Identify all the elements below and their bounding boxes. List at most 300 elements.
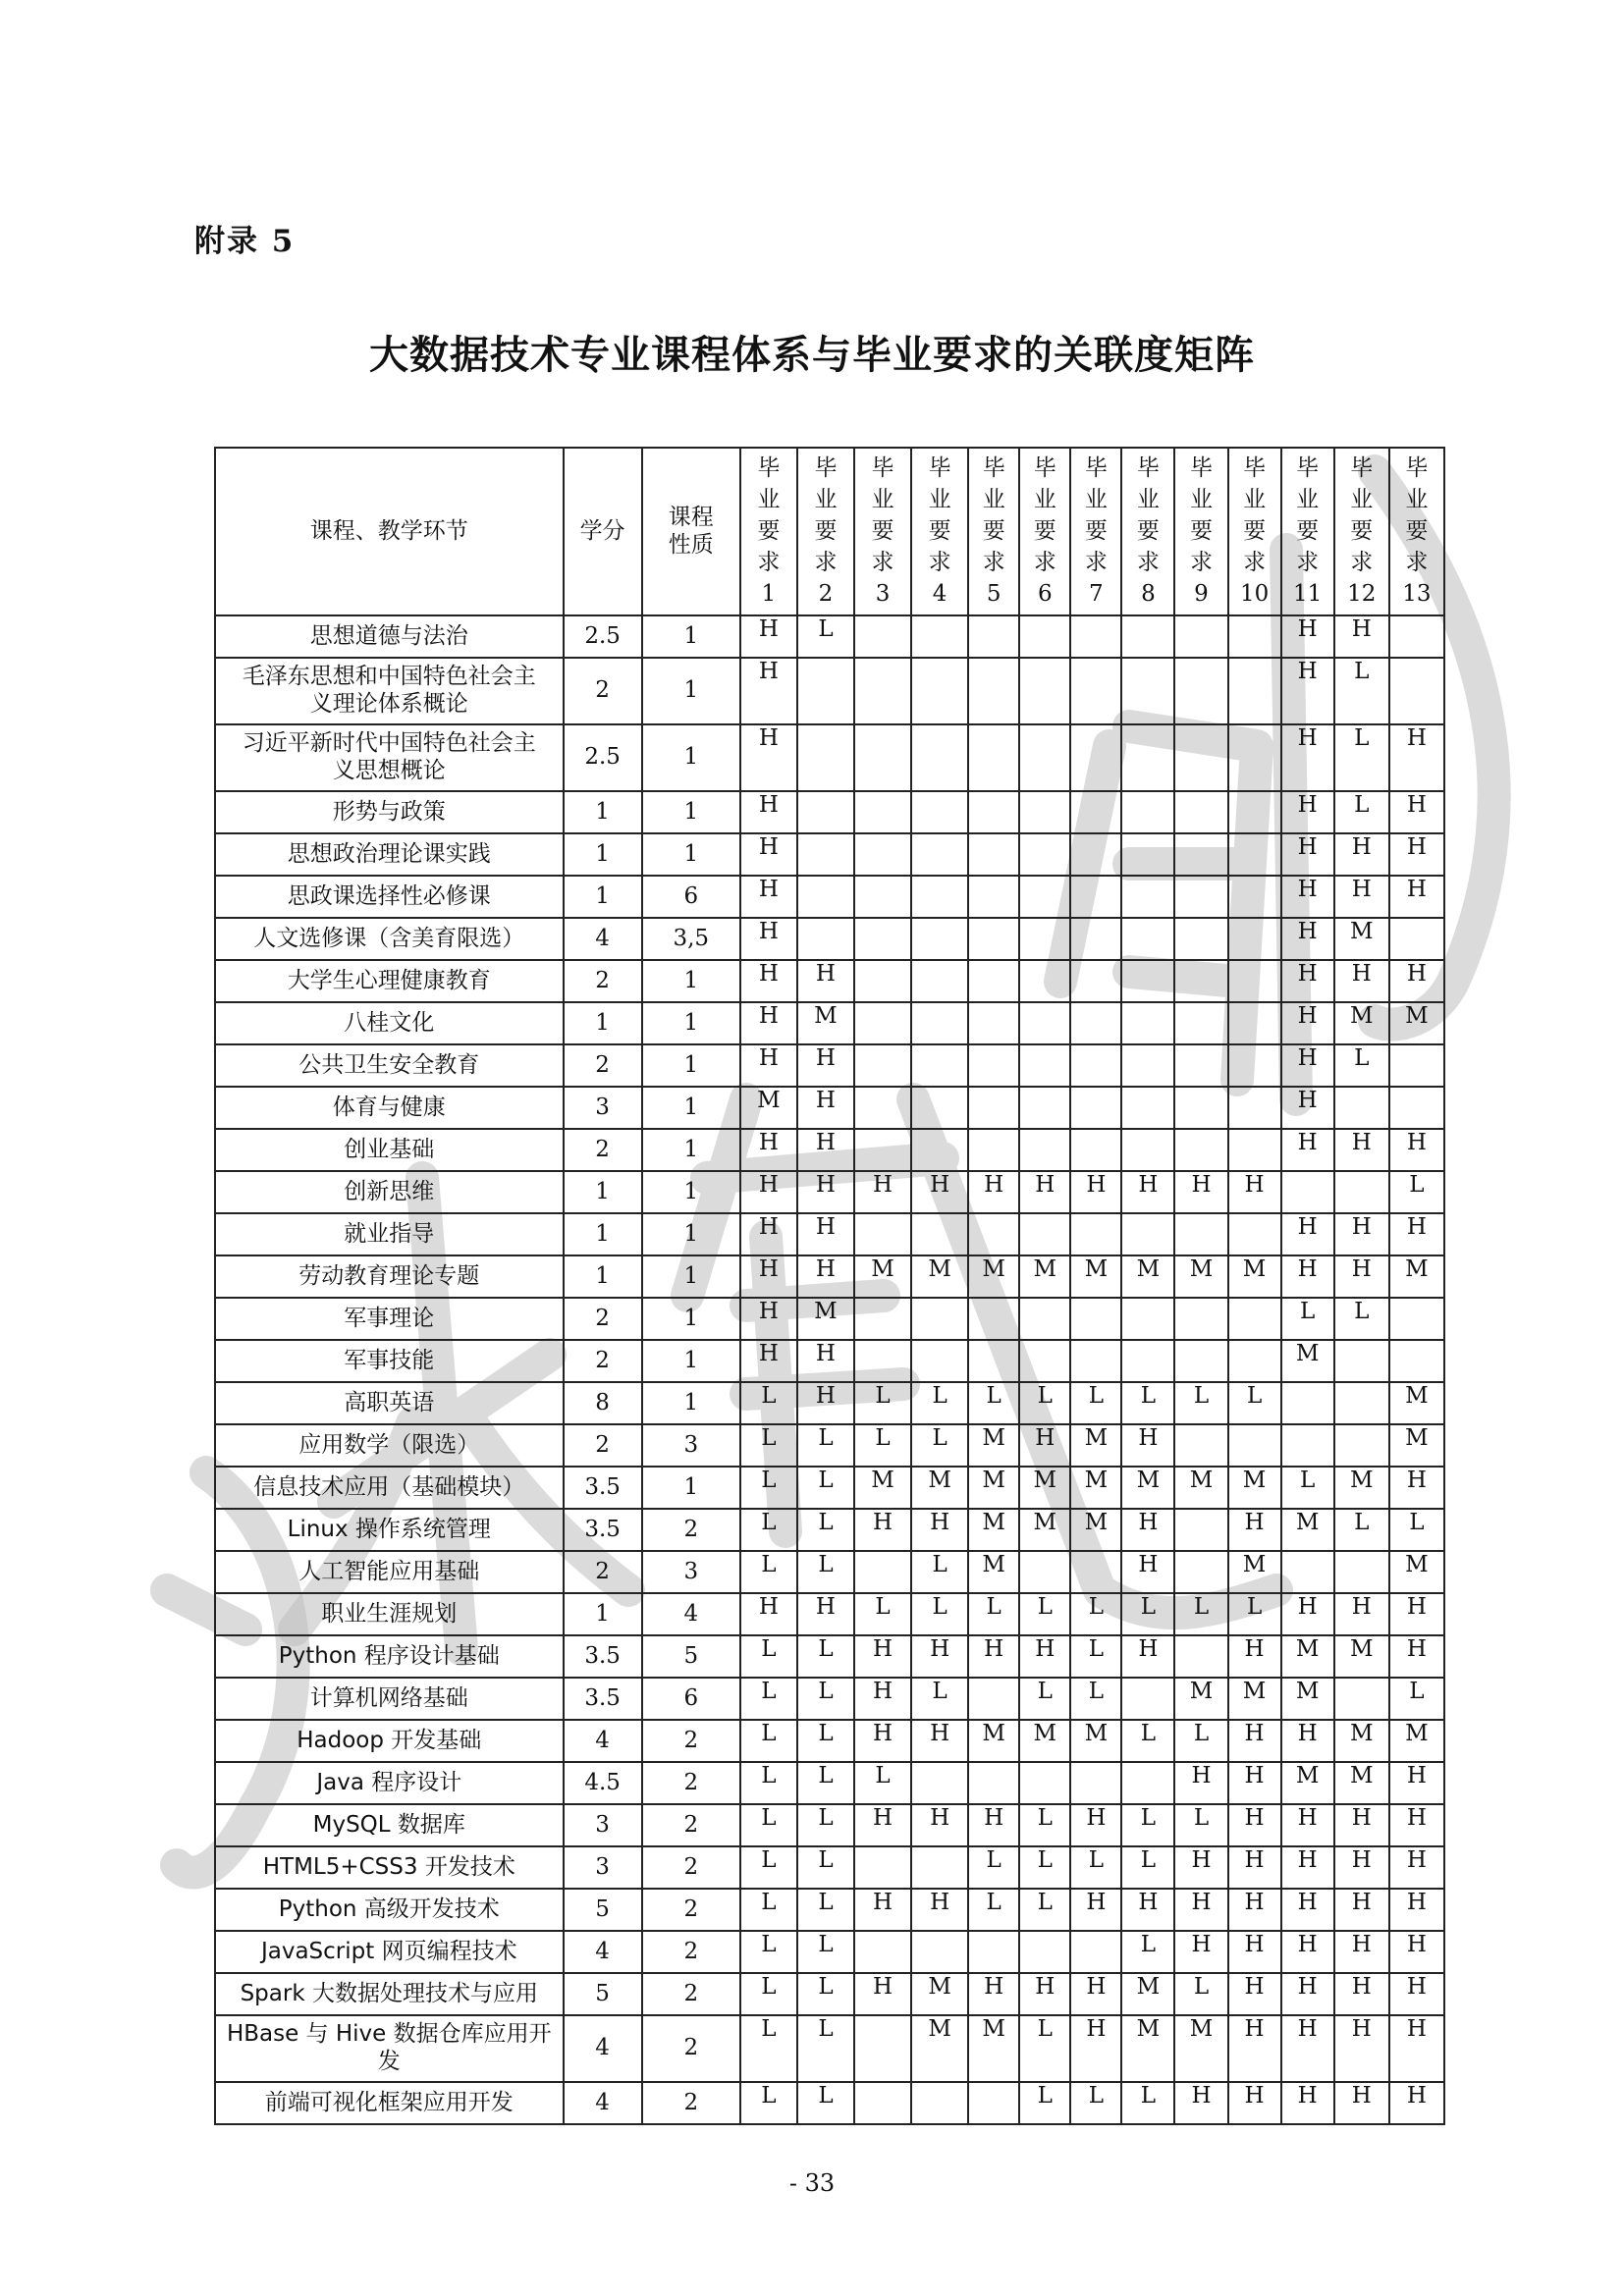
- requirement-level: M: [1121, 1255, 1174, 1298]
- header-requirement: [1334, 448, 1389, 615]
- requirement-level: H: [1228, 1804, 1281, 1846]
- requirement-level: M: [968, 1720, 1019, 1762]
- requirement-level: [968, 615, 1019, 658]
- course-name: [215, 1973, 564, 2015]
- requirement-level: [1174, 724, 1227, 791]
- requirement-level: [1174, 658, 1227, 724]
- requirement-level: H: [1281, 658, 1334, 724]
- course-credit: 3.5: [564, 1635, 642, 1678]
- header-requirement: [968, 448, 1019, 615]
- header-requirement-char: 业: [982, 487, 1005, 512]
- requirement-level: L: [797, 2082, 854, 2124]
- table-row: [215, 1340, 1444, 1382]
- requirement-level: H: [797, 1382, 854, 1424]
- header-requirement: [1174, 448, 1227, 615]
- requirement-level: L: [797, 1889, 854, 1931]
- requirement-level: [1019, 833, 1070, 876]
- course-name-line: 创业基础: [344, 1136, 435, 1162]
- header-requirement-char: 业: [1033, 487, 1056, 512]
- requirement-level: H: [1070, 1889, 1121, 1931]
- requirement-level: [854, 658, 911, 724]
- course-credit: 4: [564, 2082, 642, 2124]
- requirement-level: H: [1281, 1804, 1334, 1846]
- course-name: [215, 833, 564, 876]
- header-requirement-char: 业: [1084, 487, 1108, 512]
- course-name-line: 军事理论: [344, 1305, 435, 1331]
- matrix-header: [215, 448, 1444, 615]
- requirement-level: [1019, 1044, 1070, 1087]
- course-credit: 2: [564, 1551, 642, 1593]
- course-name-line: 高职英语: [344, 1389, 435, 1415]
- requirement-level: H: [1070, 1973, 1121, 2015]
- requirement-level: [968, 724, 1019, 791]
- requirement-level: H: [1228, 1931, 1281, 1973]
- header-requirement-label: [872, 453, 894, 610]
- requirement-level: [1070, 1298, 1121, 1340]
- requirement-level: H: [1228, 1973, 1281, 2015]
- requirement-level: L: [1019, 1889, 1070, 1931]
- requirement-level: M: [1334, 1762, 1389, 1804]
- requirement-level: [1019, 791, 1070, 833]
- header-requirement-number: 1: [761, 581, 777, 607]
- requirement-level: H: [911, 1171, 968, 1213]
- requirement-level: L: [797, 1551, 854, 1593]
- requirement-level: [1228, 960, 1281, 1002]
- course-name: [215, 1931, 564, 1973]
- requirement-level: [1228, 1129, 1281, 1171]
- requirement-level: [854, 791, 911, 833]
- requirement-level: L: [740, 1678, 797, 1720]
- table-row: [215, 1720, 1444, 1762]
- requirement-level: H: [1228, 1635, 1281, 1678]
- requirement-level: H: [1334, 1129, 1389, 1171]
- requirement-level: H: [1281, 1720, 1334, 1762]
- requirement-level: H: [1281, 1593, 1334, 1635]
- header-requirement-char: 业: [1243, 487, 1267, 512]
- requirement-level: H: [740, 1171, 797, 1213]
- requirement-level: [1174, 960, 1227, 1002]
- course-nature: 1: [642, 833, 740, 876]
- requirement-level: [1334, 1382, 1389, 1424]
- requirement-level: H: [911, 1509, 968, 1551]
- requirement-level: [911, 2082, 968, 2124]
- matrix-body: [215, 615, 1444, 2124]
- requirement-level: M: [1281, 1340, 1334, 1382]
- header-requirement: [1389, 448, 1444, 615]
- header-requirement-char: 求: [1350, 550, 1374, 575]
- course-name-line: 思政课选择性必修课: [287, 882, 491, 909]
- table-row: [215, 2015, 1444, 2082]
- header-requirement: [740, 448, 797, 615]
- course-name-line: Java 程序设计: [316, 1769, 462, 1795]
- course-nature: 1: [642, 724, 740, 791]
- course-credit: 4: [564, 918, 642, 960]
- table-row: [215, 1846, 1444, 1889]
- requirement-level: [1070, 1129, 1121, 1171]
- requirement-level: L: [1121, 1720, 1174, 1762]
- table-row: [215, 1255, 1444, 1298]
- requirement-level: H: [1281, 791, 1334, 833]
- requirement-level: M: [968, 1509, 1019, 1551]
- requirement-level: M: [797, 1002, 854, 1044]
- requirement-level: H: [1070, 1171, 1121, 1213]
- requirement-level: H: [1228, 1889, 1281, 1931]
- requirement-level: L: [1121, 2082, 1174, 2124]
- requirement-level: M: [1334, 1002, 1389, 1044]
- course-nature: 1: [642, 1213, 740, 1255]
- requirement-level: [968, 1678, 1019, 1720]
- requirement-level: [1174, 1298, 1227, 1340]
- requirement-level: L: [968, 1382, 1019, 1424]
- requirement-level: [1228, 1002, 1281, 1044]
- requirement-level: L: [797, 1424, 854, 1467]
- requirement-level: [911, 791, 968, 833]
- course-credit: 2: [564, 1129, 642, 1171]
- requirement-level: H: [1389, 876, 1444, 918]
- requirement-level: [1228, 1298, 1281, 1340]
- header-requirement-label: [1034, 453, 1056, 610]
- course-nature: 4: [642, 1593, 740, 1635]
- header-row: [215, 448, 1444, 615]
- requirement-level: [1174, 1551, 1227, 1593]
- requirement-level: [854, 1931, 911, 1973]
- requirement-level: [854, 2082, 911, 2124]
- requirement-level: M: [1389, 1382, 1444, 1424]
- requirement-level: H: [740, 615, 797, 658]
- requirement-level: L: [1334, 1509, 1389, 1551]
- requirement-level: L: [797, 1762, 854, 1804]
- requirement-level: M: [1070, 1255, 1121, 1298]
- header-requirement-char: 求: [1405, 550, 1429, 575]
- requirement-level: L: [1019, 2015, 1070, 2082]
- appendix-label: 附录 5: [194, 224, 296, 259]
- course-name-line: 应用数学（限选）: [298, 1431, 480, 1458]
- requirement-level: H: [1228, 1509, 1281, 1551]
- requirement-level: L: [1121, 1804, 1174, 1846]
- requirement-level: L: [1174, 1382, 1227, 1424]
- requirement-level: H: [1121, 1509, 1174, 1551]
- course-nature: 5: [642, 1635, 740, 1678]
- header-requirement-number: 6: [1037, 581, 1053, 607]
- requirement-level: H: [1334, 2082, 1389, 2124]
- requirement-level: [1121, 1298, 1174, 1340]
- course-name: [215, 1424, 564, 1467]
- requirement-level: H: [1174, 1889, 1227, 1931]
- table-row: [215, 1678, 1444, 1720]
- requirement-level: H: [1019, 1171, 1070, 1213]
- header-requirement: [854, 448, 911, 615]
- course-name: [215, 791, 564, 833]
- requirement-level: [797, 791, 854, 833]
- requirement-level: M: [1174, 1678, 1227, 1720]
- requirement-level: [1389, 1044, 1444, 1087]
- requirement-level: [1019, 658, 1070, 724]
- course-name: [215, 1804, 564, 1846]
- requirement-level: [1389, 1340, 1444, 1382]
- table-row: [215, 1382, 1444, 1424]
- requirement-level: L: [797, 615, 854, 658]
- requirement-level: H: [1281, 918, 1334, 960]
- requirement-level: L: [1019, 1804, 1070, 1846]
- requirement-level: M: [1070, 1467, 1121, 1509]
- requirement-level: H: [1281, 876, 1334, 918]
- requirement-level: M: [968, 1467, 1019, 1509]
- requirement-level: [797, 833, 854, 876]
- course-nature: 2: [642, 1973, 740, 2015]
- requirement-level: L: [854, 1382, 911, 1424]
- requirement-level: H: [797, 1044, 854, 1087]
- requirement-level: [1389, 615, 1444, 658]
- header-requirement-number: 10: [1239, 581, 1270, 607]
- requirement-level: [968, 833, 1019, 876]
- requirement-level: [968, 960, 1019, 1002]
- requirement-level: [1334, 1087, 1389, 1129]
- requirement-level: [1121, 615, 1174, 658]
- requirement-level: M: [1121, 1467, 1174, 1509]
- requirement-level: [1174, 1509, 1227, 1551]
- course-name: [215, 960, 564, 1002]
- course-credit: 3: [564, 1087, 642, 1129]
- requirement-level: H: [911, 1804, 968, 1846]
- requirement-level: L: [740, 1889, 797, 1931]
- requirement-level: H: [1334, 1931, 1389, 1973]
- requirement-level: [911, 615, 968, 658]
- course-nature: 2: [642, 1762, 740, 1804]
- requirement-level: M: [1019, 1255, 1070, 1298]
- requirement-level: [968, 1002, 1019, 1044]
- course-name-line: 劳动教育理论专题: [298, 1262, 480, 1289]
- course-name: [215, 615, 564, 658]
- requirement-level: M: [1334, 918, 1389, 960]
- requirement-level: H: [740, 1255, 797, 1298]
- requirement-level: L: [854, 1762, 911, 1804]
- requirement-level: H: [740, 1340, 797, 1382]
- header-requirement-char: 要: [1243, 518, 1267, 544]
- requirement-level: H: [1019, 1635, 1070, 1678]
- requirement-level: [1174, 1213, 1227, 1255]
- requirement-level: [911, 1846, 968, 1889]
- requirement-level: M: [968, 1424, 1019, 1467]
- requirement-level: H: [1334, 615, 1389, 658]
- requirement-level: [968, 1087, 1019, 1129]
- requirement-level: L: [911, 1678, 968, 1720]
- header-requirement-number: 5: [986, 581, 1001, 607]
- requirement-level: [854, 876, 911, 918]
- course-name: [215, 1467, 564, 1509]
- requirement-level: [854, 918, 911, 960]
- requirement-level: [911, 1129, 968, 1171]
- requirement-level: [911, 1340, 968, 1382]
- requirement-level: H: [1228, 2015, 1281, 2082]
- requirement-level: [797, 918, 854, 960]
- course-name-line: 军事技能: [344, 1347, 435, 1373]
- course-name: [215, 876, 564, 918]
- course-name: [215, 1509, 564, 1551]
- requirement-level: H: [740, 918, 797, 960]
- header-requirement: [911, 448, 968, 615]
- requirement-level: H: [1019, 1424, 1070, 1467]
- course-credit: 2: [564, 1424, 642, 1467]
- requirement-level: L: [1281, 1467, 1334, 1509]
- requirement-level: [854, 724, 911, 791]
- header-requirement-char: 要: [1033, 518, 1056, 544]
- course-credit: 1: [564, 1171, 642, 1213]
- requirement-level: H: [1228, 1171, 1281, 1213]
- header-requirement-char: 要: [1190, 518, 1213, 544]
- requirement-level: [1228, 615, 1281, 658]
- requirement-level: [968, 1340, 1019, 1382]
- requirement-level: L: [740, 2015, 797, 2082]
- header-requirement: [1281, 448, 1334, 615]
- course-name: [215, 1213, 564, 1255]
- header-requirement-char: 要: [757, 518, 781, 544]
- course-nature: 1: [642, 1087, 740, 1129]
- table-row: [215, 1804, 1444, 1846]
- requirement-level: [1389, 658, 1444, 724]
- requirement-level: L: [854, 1424, 911, 1467]
- requirement-level: H: [1070, 1804, 1121, 1846]
- requirement-level: H: [1281, 1002, 1334, 1044]
- requirement-level: [854, 833, 911, 876]
- requirement-level: [1070, 876, 1121, 918]
- requirement-level: [1281, 1551, 1334, 1593]
- requirement-level: [1121, 1340, 1174, 1382]
- requirement-level: L: [854, 1593, 911, 1635]
- header-requirement-char: 要: [1084, 518, 1108, 544]
- requirement-level: [968, 658, 1019, 724]
- course-name-line: 创新思维: [344, 1178, 435, 1204]
- requirement-level: [854, 2015, 911, 2082]
- course-name-line: 计算机网络基础: [309, 1684, 468, 1711]
- requirement-level: H: [854, 1171, 911, 1213]
- header-requirement-char: 求: [1243, 550, 1267, 575]
- header-requirement-char: 业: [1350, 487, 1374, 512]
- header-requirement-number: 2: [818, 581, 834, 607]
- header-requirement-char: 业: [871, 487, 894, 512]
- requirement-level: [1019, 1129, 1070, 1171]
- requirement-level: [854, 1044, 911, 1087]
- course-name-line: Python 高级开发技术: [278, 1896, 500, 1922]
- requirement-level: [968, 1931, 1019, 1973]
- requirement-level: [1121, 1762, 1174, 1804]
- course-credit: 8: [564, 1382, 642, 1424]
- table-row: [215, 1762, 1444, 1804]
- table-row: [215, 960, 1444, 1002]
- requirement-level: H: [740, 1298, 797, 1340]
- requirement-level: H: [1389, 833, 1444, 876]
- course-credit: 1: [564, 876, 642, 918]
- requirement-level: [797, 876, 854, 918]
- requirement-level: H: [968, 1973, 1019, 2015]
- requirement-level: M: [968, 1551, 1019, 1593]
- requirement-level: [911, 1002, 968, 1044]
- requirement-level: [1019, 615, 1070, 658]
- requirement-level: L: [911, 1424, 968, 1467]
- header-requirement-char: 业: [1190, 487, 1213, 512]
- requirement-level: L: [911, 1551, 968, 1593]
- requirement-level: [1174, 1424, 1227, 1467]
- requirement-level: [911, 1931, 968, 1973]
- table-row: [215, 1467, 1444, 1509]
- course-nature: 2: [642, 1720, 740, 1762]
- course-nature: 2: [642, 1846, 740, 1889]
- table-row: [215, 1087, 1444, 1129]
- requirement-level: [1070, 960, 1121, 1002]
- course-credit: 4: [564, 1720, 642, 1762]
- requirement-level: [1019, 1931, 1070, 1973]
- course-name-line: 人工智能应用基础: [298, 1558, 480, 1584]
- course-name-line: 习近平新时代中国特色社会主: [242, 730, 536, 757]
- course-name: [215, 1382, 564, 1424]
- requirement-level: L: [740, 1931, 797, 1973]
- course-credit: 5: [564, 1889, 642, 1931]
- requirement-level: [797, 658, 854, 724]
- requirement-level: H: [1019, 1973, 1070, 2015]
- course-name-line: 就业指导: [344, 1220, 435, 1247]
- requirement-level: H: [1070, 2015, 1121, 2082]
- requirement-level: L: [1019, 2082, 1070, 2124]
- requirement-level: H: [1174, 1931, 1227, 1973]
- header-requirement: [797, 448, 854, 615]
- requirement-level: L: [740, 1635, 797, 1678]
- course-nature: 1: [642, 615, 740, 658]
- table-row: [215, 918, 1444, 960]
- requirement-level: H: [1121, 1171, 1174, 1213]
- requirement-level: [1228, 724, 1281, 791]
- header-requirement-char: 毕: [1350, 455, 1374, 481]
- requirement-level: M: [1281, 1762, 1334, 1804]
- course-credit: 2: [564, 1340, 642, 1382]
- course-credit: 2: [564, 1044, 642, 1087]
- requirement-level: [1174, 833, 1227, 876]
- table-row: [215, 615, 1444, 658]
- requirement-level: [1228, 791, 1281, 833]
- requirement-level: H: [854, 1804, 911, 1846]
- course-credit: 4.5: [564, 1762, 642, 1804]
- course-nature: 3: [642, 1551, 740, 1593]
- header-requirement-char: 求: [1136, 550, 1160, 575]
- table-row: [215, 724, 1444, 791]
- requirement-level: L: [1174, 1720, 1227, 1762]
- table-row: [215, 2082, 1444, 2124]
- requirement-level: [911, 918, 968, 960]
- requirement-level: [968, 876, 1019, 918]
- table-row: [215, 658, 1444, 724]
- course-credit: 1: [564, 1255, 642, 1298]
- requirement-level: [911, 960, 968, 1002]
- header-requirement-char: 求: [871, 550, 894, 575]
- header-requirement-char: 毕: [1136, 455, 1160, 481]
- requirement-level: H: [740, 724, 797, 791]
- course-nature: 2: [642, 2082, 740, 2124]
- requirement-level: L: [740, 1973, 797, 2015]
- requirement-level: H: [854, 1678, 911, 1720]
- requirement-level: [1121, 1002, 1174, 1044]
- requirement-level: L: [797, 1804, 854, 1846]
- requirement-level: [1019, 724, 1070, 791]
- requirement-level: M: [1389, 1002, 1444, 1044]
- requirement-level: [1281, 1424, 1334, 1467]
- requirement-level: M: [1121, 2015, 1174, 2082]
- requirement-level: [911, 833, 968, 876]
- requirement-level: H: [854, 1720, 911, 1762]
- requirement-level: [1019, 1551, 1070, 1593]
- course-name-line: 人文选修课（含美育限选）: [253, 925, 525, 951]
- requirement-level: [968, 1762, 1019, 1804]
- course-name-line: 信息技术应用（基础模块）: [253, 1473, 525, 1500]
- requirement-level: L: [1174, 1593, 1227, 1635]
- requirement-level: L: [740, 1551, 797, 1593]
